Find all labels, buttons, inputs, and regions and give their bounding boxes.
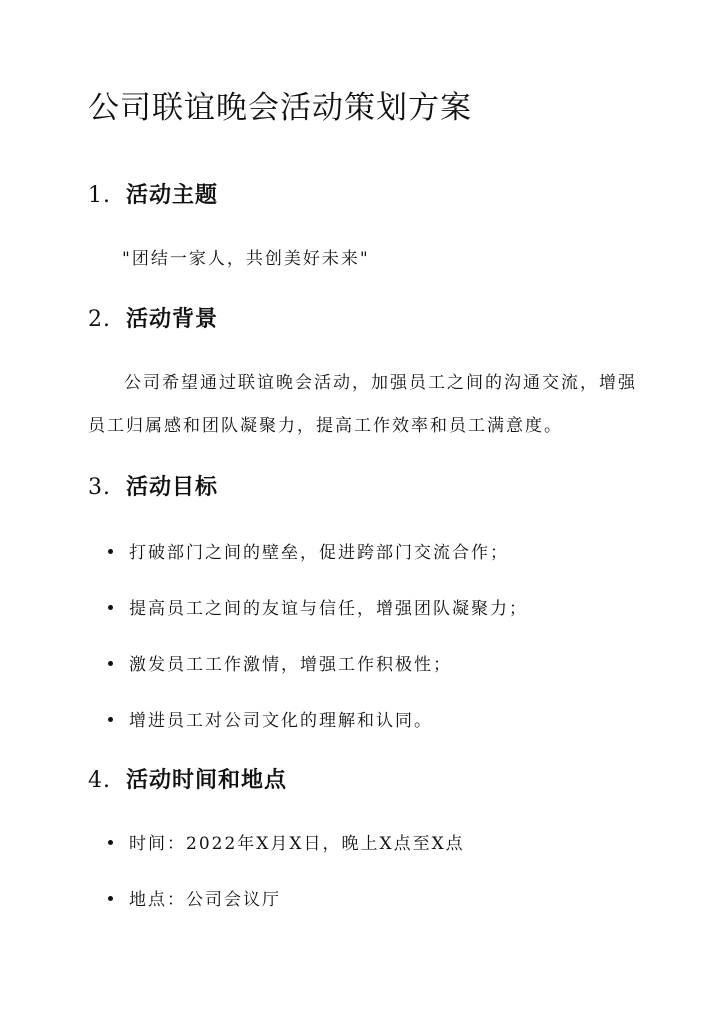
background-line-1: 公司希望通过联谊晚会活动，加强员工之间的沟通交流，增强 xyxy=(124,373,637,393)
theme-text: "团结一家人，共创美好未来" xyxy=(122,249,370,269)
goal-item: 激发员工工作激情，增强工作积极性； xyxy=(108,650,452,675)
bullet-icon xyxy=(108,661,113,666)
time-item: 时间：2022年X月X日，晚上X点至X点 xyxy=(108,829,465,854)
bullet-icon xyxy=(108,549,113,554)
section-heading-1 xyxy=(88,178,218,209)
section-heading-3 xyxy=(88,470,218,501)
section-title: 活动背景 xyxy=(126,306,219,332)
section-heading-2 xyxy=(88,302,218,333)
section-number: 3. xyxy=(88,475,111,500)
bullet-icon xyxy=(108,717,113,722)
section-number: 2. xyxy=(88,307,111,332)
section-number: 4. xyxy=(88,768,111,793)
section-title: 活动主题 xyxy=(126,182,219,208)
place-item: 地点：公司会议厅 xyxy=(108,885,281,910)
section-number: 1. xyxy=(88,183,111,208)
section-heading-4 xyxy=(88,763,287,794)
goal-item: 打破部门之间的壁垒，促进跨部门交流合作； xyxy=(108,538,509,563)
section-title: 活动时间和地点 xyxy=(126,767,288,793)
goal-item: 增进员工对公司文化的理解和认同。 xyxy=(108,706,433,731)
bullet-icon xyxy=(108,840,113,845)
section-title: 活动目标 xyxy=(126,474,219,500)
document-title: 公司联谊晚会活动策划方案 xyxy=(88,90,472,126)
bullet-icon xyxy=(108,896,113,901)
bullet-icon xyxy=(108,605,113,610)
goal-item: 提高员工之间的友谊与信任，增强团队凝聚力； xyxy=(108,594,528,619)
background-line-2: 员工归属感和团队凝聚力，提高工作效率和员工满意度。 xyxy=(88,416,563,436)
